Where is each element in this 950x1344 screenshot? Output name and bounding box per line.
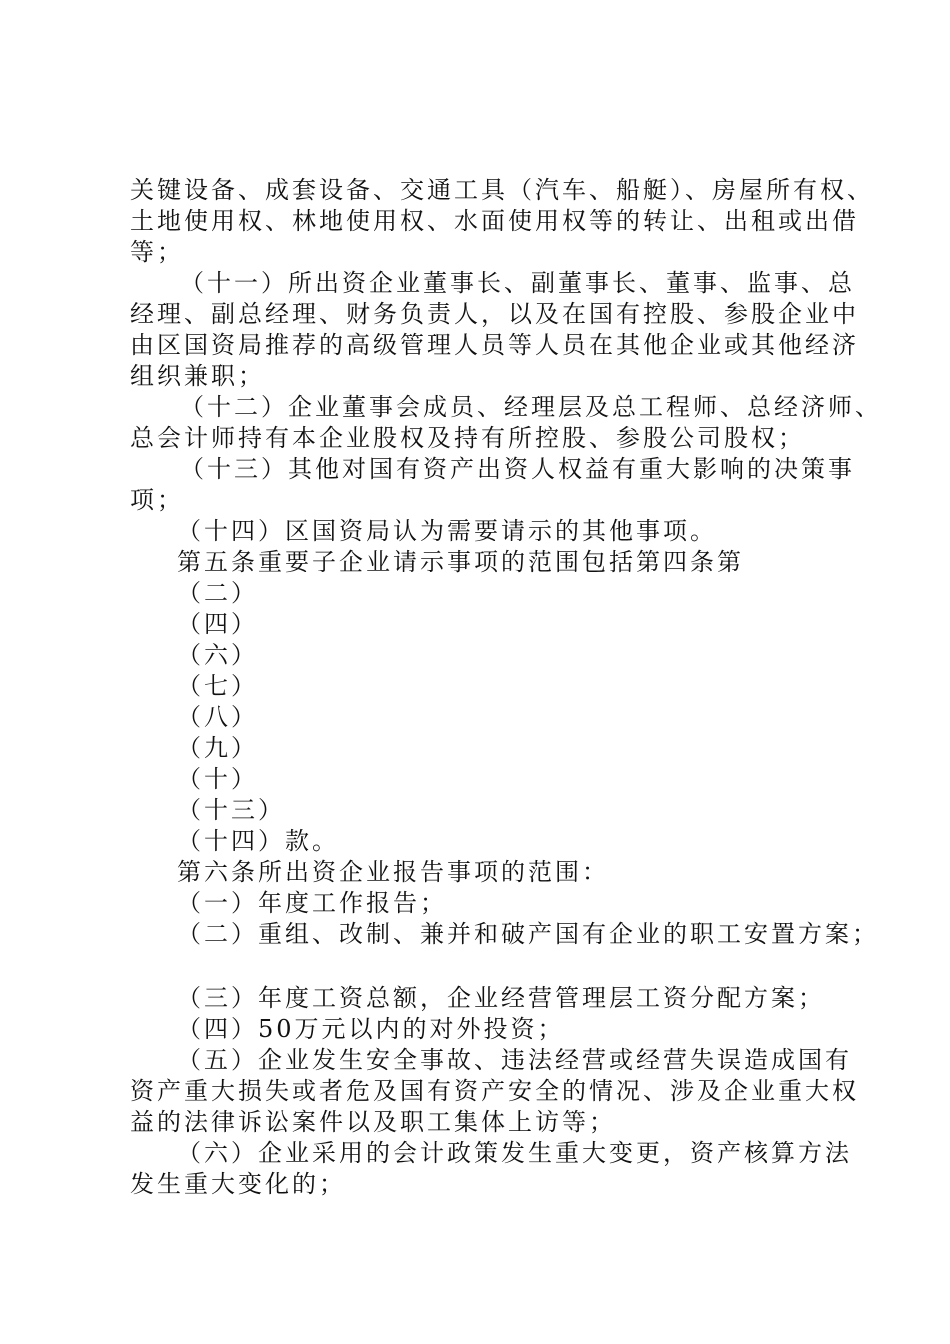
text-line: （七） [177, 672, 258, 700]
text-line: 第六条所出资企业报告事项的范围： [177, 858, 609, 886]
text-line: 经理、副总经理、财务负责人，以及在国有控股、参股企业中 [130, 300, 859, 328]
text-line: （六） [177, 641, 258, 669]
text-line: （四） [177, 610, 258, 638]
text-line: （十三） [177, 796, 285, 824]
text-line: （三）年度工资总额，企业经营管理层工资分配方案； [177, 984, 825, 1012]
text-line: （十三）其他对国有资产出资人权益有重大影响的决策事 [180, 455, 855, 483]
text-line: 项； [130, 486, 184, 514]
text-line: （十四）款。 [177, 827, 339, 855]
text-line: （十） [177, 765, 258, 793]
text-line: （四）50万元以内的对外投资； [177, 1015, 565, 1043]
text-line: （九） [177, 734, 258, 762]
text-line: （二）重组、改制、兼并和破产国有企业的职工安置方案； [177, 920, 879, 948]
blank-line [130, 950, 850, 983]
text-line: 关键设备、成套设备、交通工具（汽车、船艇）、房屋所有权、 [130, 176, 874, 204]
text-line: 益的法律诉讼案件以及职工集体上访等； [130, 1108, 616, 1136]
text-line: （十二）企业董事会成员、经理层及总工程师、总经济师、 [180, 393, 882, 421]
text-line: 资产重大损失或者危及国有资产安全的情况、涉及企业重大权 [130, 1077, 859, 1105]
text-line: （二） [177, 579, 258, 607]
text-line: 第五条重要子企业请示事项的范围包括第四条第 [177, 548, 744, 576]
text-line: （一）年度工作报告； [177, 889, 447, 917]
document-body [130, 175, 882, 1200]
text-line: 组织兼职； [130, 362, 265, 390]
text-line: （十四）区国资局认为需要请示的其他事项。 [177, 517, 717, 545]
text-line: 发生重大变化的； [130, 1170, 346, 1198]
text-line: 土地使用权、林地使用权、水面使用权等的转让、出租或出借 [130, 207, 859, 235]
text-line: （十一）所出资企业董事长、副董事长、董事、监事、总 [180, 269, 855, 297]
text-line: 由区国资局推荐的高级管理人员等人员在其他企业或其他经济 [130, 331, 859, 359]
text-line: 等； [130, 238, 184, 266]
text-line: （五）企业发生安全事故、违法经营或经营失误造成国有 [177, 1046, 852, 1074]
text-line: （六）企业采用的会计政策发生重大变更，资产核算方法 [177, 1139, 852, 1167]
text-line: 总会计师持有本企业股权及持有所控股、参股公司股权； [130, 424, 805, 452]
text-line: （八） [177, 703, 258, 731]
